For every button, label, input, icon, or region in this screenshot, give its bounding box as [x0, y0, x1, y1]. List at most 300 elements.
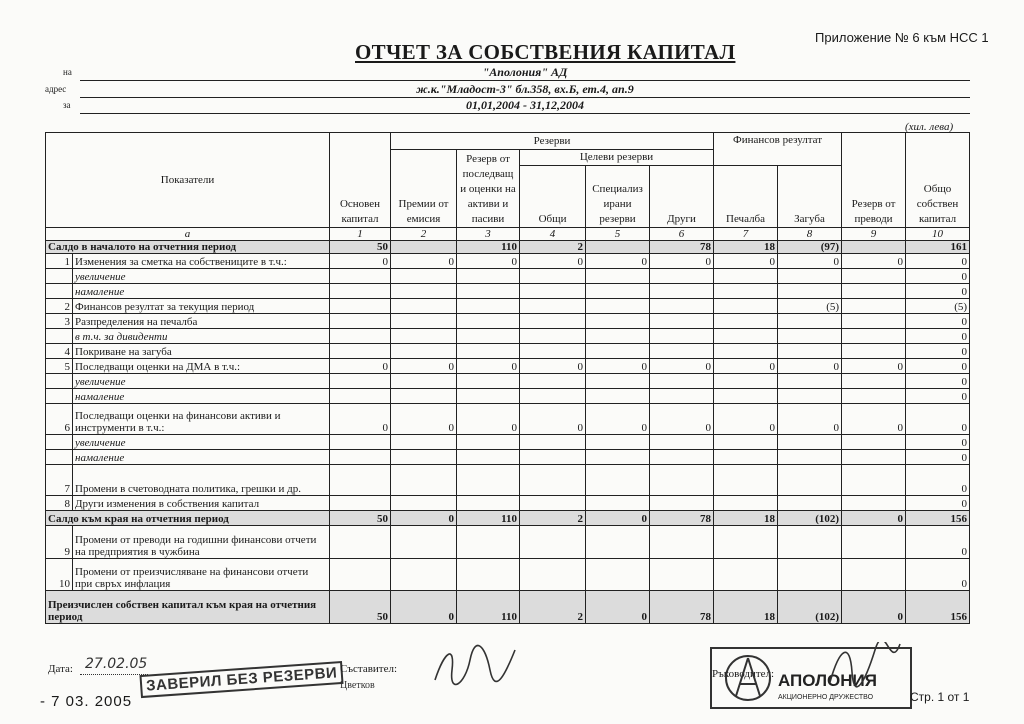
- value-cell: 78: [650, 241, 714, 254]
- row-label: Промени от преводи на годишни финансови отчети на предприятия в чужбина: [73, 526, 330, 559]
- value-cell: 0: [906, 526, 970, 559]
- indicators-header: Показатели: [46, 133, 330, 228]
- value-cell: [520, 314, 586, 329]
- table-row: [46, 359, 970, 374]
- col-index: 1: [330, 228, 391, 241]
- value-cell: [330, 496, 391, 511]
- company-row: [45, 67, 970, 81]
- col-header-8: Загуба: [778, 166, 842, 228]
- col-header-2: Премии от емисия: [391, 150, 457, 228]
- value-cell: 0: [586, 511, 650, 526]
- row-label: намаление: [73, 450, 330, 465]
- value-cell: [650, 269, 714, 284]
- row-label: Промени в счетоводната политика, грешки и др.: [73, 465, 330, 496]
- value-cell: 0: [906, 559, 970, 591]
- row-label: Промени от преизчисляване на финансови отчети при свръх инфлация: [73, 559, 330, 591]
- value-cell: 0: [778, 404, 842, 435]
- value-cell: 0: [842, 254, 906, 269]
- value-cell: [714, 389, 778, 404]
- value-cell: 0: [457, 404, 520, 435]
- company-name: "Аполония" АД: [80, 66, 970, 81]
- value-cell: 78: [650, 511, 714, 526]
- value-cell: [778, 344, 842, 359]
- value-cell: 0: [906, 284, 970, 299]
- value-cell: 0: [906, 450, 970, 465]
- value-cell: [778, 465, 842, 496]
- value-cell: 0: [650, 254, 714, 269]
- col-index: 7: [714, 228, 778, 241]
- value-cell: [391, 269, 457, 284]
- value-cell: [457, 344, 520, 359]
- value-cell: [650, 435, 714, 450]
- value-cell: [457, 329, 520, 344]
- value-cell: [650, 450, 714, 465]
- value-cell: [586, 389, 650, 404]
- row-number: [46, 374, 73, 389]
- value-cell: 0: [391, 254, 457, 269]
- value-cell: [714, 496, 778, 511]
- company-stamp-sub: АКЦИОНЕРНО ДРУЖЕСТВО: [778, 694, 874, 701]
- value-cell: 0: [391, 511, 457, 526]
- value-cell: 110: [457, 241, 520, 254]
- company-stamp-name: АПОЛОНИЯ: [778, 671, 877, 690]
- table-row: [46, 465, 970, 496]
- value-cell: (97): [778, 241, 842, 254]
- value-cell: 0: [650, 404, 714, 435]
- value-cell: [586, 299, 650, 314]
- value-cell: [650, 389, 714, 404]
- row-label: Салдо в началото на отчетния период: [46, 241, 330, 254]
- table-row: [46, 269, 970, 284]
- value-cell: [714, 299, 778, 314]
- table-row: [46, 299, 970, 314]
- value-cell: 0: [906, 404, 970, 435]
- value-cell: [391, 465, 457, 496]
- col-index: 2: [391, 228, 457, 241]
- value-cell: 0: [906, 496, 970, 511]
- row-label: Последващи оценки на ДМА в т.ч.:: [73, 359, 330, 374]
- value-cell: 0: [906, 465, 970, 496]
- row-number: 4: [46, 344, 73, 359]
- value-cell: 0: [842, 359, 906, 374]
- col-index: 6: [650, 228, 714, 241]
- table-row: [46, 435, 970, 450]
- value-cell: 0: [906, 389, 970, 404]
- row-label: Изменения за сметка на собствениците в т.ч.:: [73, 254, 330, 269]
- value-cell: 0: [842, 404, 906, 435]
- value-cell: [457, 374, 520, 389]
- value-cell: [650, 284, 714, 299]
- value-cell: 0: [457, 254, 520, 269]
- row-label: в т.ч. за дивиденти: [73, 329, 330, 344]
- value-cell: [520, 344, 586, 359]
- col-index: 8: [778, 228, 842, 241]
- col-index: 10: [906, 228, 970, 241]
- value-cell: 0: [906, 344, 970, 359]
- value-cell: 0: [778, 359, 842, 374]
- col-header-6: Други: [650, 166, 714, 228]
- compiler-name: Цветков: [340, 680, 375, 691]
- value-cell: [330, 465, 391, 496]
- value-cell: [330, 284, 391, 299]
- compiler-signature: [430, 640, 520, 690]
- value-cell: [842, 559, 906, 591]
- table-row: [46, 344, 970, 359]
- header-row-1: [46, 133, 970, 150]
- value-cell: [520, 299, 586, 314]
- col-header-1: Основен капитал: [330, 133, 391, 228]
- value-cell: [520, 435, 586, 450]
- value-cell: 0: [330, 404, 391, 435]
- value-cell: [330, 374, 391, 389]
- date-label: Дата:: [48, 663, 73, 675]
- value-cell: [457, 496, 520, 511]
- col-header-10: Общо собствен капитал: [906, 133, 970, 228]
- address-value: ж.к."Младост-3" бл.358, вх.Б, ет.4, ап.9: [80, 83, 970, 98]
- value-cell: 0: [714, 254, 778, 269]
- table-row: [46, 241, 970, 254]
- table-row: [46, 591, 970, 624]
- table-row: [46, 254, 970, 269]
- col-header-7: Печалба: [714, 166, 778, 228]
- value-cell: 0: [330, 359, 391, 374]
- value-cell: [520, 526, 586, 559]
- value-cell: 0: [330, 254, 391, 269]
- row-number: [46, 450, 73, 465]
- value-cell: 0: [906, 359, 970, 374]
- value-cell: [586, 374, 650, 389]
- value-cell: 0: [586, 359, 650, 374]
- value-cell: [330, 299, 391, 314]
- row-number: 10: [46, 559, 73, 591]
- value-cell: [391, 299, 457, 314]
- value-cell: [586, 435, 650, 450]
- table-row: [46, 374, 970, 389]
- value-cell: 50: [330, 241, 391, 254]
- value-cell: [330, 314, 391, 329]
- page-number: Стр. 1 от 1: [910, 690, 970, 704]
- table-row: [46, 450, 970, 465]
- value-cell: [391, 559, 457, 591]
- value-cell: [650, 496, 714, 511]
- value-cell: 0: [714, 359, 778, 374]
- row-label: Последващи оценки на финансови активи и инструменти в т.ч.:: [73, 404, 330, 435]
- value-cell: [391, 314, 457, 329]
- value-cell: [457, 465, 520, 496]
- col-index: 3: [457, 228, 520, 241]
- col-header-3: Резерв от последващ и оценки на активи и пасиви: [457, 150, 520, 228]
- date-handwritten: 27.02.05: [85, 656, 148, 672]
- row-number: 3: [46, 314, 73, 329]
- date-line: [80, 674, 148, 675]
- value-cell: [391, 526, 457, 559]
- table-body: [46, 241, 970, 624]
- value-cell: [586, 496, 650, 511]
- value-cell: [778, 496, 842, 511]
- value-cell: [520, 284, 586, 299]
- value-cell: [714, 450, 778, 465]
- value-cell: [586, 241, 650, 254]
- value-cell: 0: [586, 591, 650, 624]
- value-cell: [778, 314, 842, 329]
- fin-result-header: Финансов резултат: [714, 133, 842, 166]
- value-cell: [714, 526, 778, 559]
- value-cell: [650, 299, 714, 314]
- row-number: 8: [46, 496, 73, 511]
- value-cell: [457, 299, 520, 314]
- value-cell: [714, 329, 778, 344]
- value-cell: [391, 450, 457, 465]
- value-cell: 0: [842, 591, 906, 624]
- value-cell: [714, 465, 778, 496]
- value-cell: (5): [906, 299, 970, 314]
- value-cell: 0: [714, 404, 778, 435]
- row-label: Други изменения в собствения капитал: [73, 496, 330, 511]
- value-cell: [714, 269, 778, 284]
- table-row: [46, 496, 970, 511]
- value-cell: 0: [842, 511, 906, 526]
- value-cell: [586, 329, 650, 344]
- period-label: за: [63, 100, 71, 110]
- address-row: [45, 84, 970, 98]
- row-number: [46, 329, 73, 344]
- value-cell: [457, 435, 520, 450]
- value-cell: 18: [714, 511, 778, 526]
- index-row: [46, 228, 970, 241]
- value-cell: 2: [520, 591, 586, 624]
- period-value: 01,01,2004 - 31,12,2004: [80, 99, 970, 114]
- row-label: увеличение: [73, 269, 330, 284]
- value-cell: 78: [650, 591, 714, 624]
- col-index: 9: [842, 228, 906, 241]
- value-cell: [330, 450, 391, 465]
- value-cell: [778, 374, 842, 389]
- equity-table: [45, 132, 970, 624]
- value-cell: [520, 269, 586, 284]
- value-cell: [650, 559, 714, 591]
- value-cell: 0: [391, 359, 457, 374]
- table-row: [46, 329, 970, 344]
- row-label: намаление: [73, 284, 330, 299]
- value-cell: [330, 329, 391, 344]
- row-number: [46, 389, 73, 404]
- value-cell: [778, 284, 842, 299]
- value-cell: 0: [520, 359, 586, 374]
- row-label: Разпределения на печалба: [73, 314, 330, 329]
- value-cell: 110: [457, 591, 520, 624]
- table-row: [46, 389, 970, 404]
- row-number: 9: [46, 526, 73, 559]
- value-cell: [586, 450, 650, 465]
- table-row: [46, 284, 970, 299]
- col-index: 5: [586, 228, 650, 241]
- value-cell: [650, 526, 714, 559]
- reserves-header: Резерви: [391, 133, 714, 150]
- value-cell: [520, 465, 586, 496]
- target-reserves-header: Целеви резерви: [520, 150, 714, 166]
- value-cell: [391, 241, 457, 254]
- value-cell: [457, 389, 520, 404]
- row-number: [46, 435, 73, 450]
- value-cell: [842, 389, 906, 404]
- period-row: [45, 100, 970, 114]
- value-cell: [330, 526, 391, 559]
- value-cell: 0: [520, 404, 586, 435]
- manager-label: Ръководител:: [712, 668, 775, 680]
- page-title: ОТЧЕТ ЗА СОБСТВЕНИЯ КАПИТАЛ: [355, 40, 736, 64]
- value-cell: [391, 329, 457, 344]
- value-cell: 50: [330, 591, 391, 624]
- row-number: [46, 284, 73, 299]
- table-row: [46, 511, 970, 526]
- value-cell: [778, 559, 842, 591]
- value-cell: [842, 526, 906, 559]
- row-label: намаление: [73, 389, 330, 404]
- value-cell: 0: [391, 404, 457, 435]
- value-cell: [330, 269, 391, 284]
- row-label: Салдо към края на отчетния период: [46, 511, 330, 526]
- value-cell: [650, 314, 714, 329]
- value-cell: 0: [650, 359, 714, 374]
- value-cell: 0: [906, 254, 970, 269]
- value-cell: [714, 314, 778, 329]
- value-cell: [586, 284, 650, 299]
- value-cell: 0: [391, 591, 457, 624]
- value-cell: [330, 435, 391, 450]
- value-cell: [586, 269, 650, 284]
- value-cell: [520, 389, 586, 404]
- table-row: [46, 404, 970, 435]
- annex-label: Приложение № 6 към НСС 1: [815, 30, 989, 45]
- value-cell: [391, 435, 457, 450]
- value-cell: [520, 329, 586, 344]
- row-number: 1: [46, 254, 73, 269]
- table-row: [46, 526, 970, 559]
- value-cell: [586, 465, 650, 496]
- value-cell: [457, 526, 520, 559]
- value-cell: [520, 496, 586, 511]
- value-cell: 0: [906, 435, 970, 450]
- value-cell: 0: [906, 314, 970, 329]
- value-cell: [842, 450, 906, 465]
- value-cell: [457, 559, 520, 591]
- value-cell: [391, 344, 457, 359]
- value-cell: [714, 435, 778, 450]
- table-row: [46, 559, 970, 591]
- value-cell: [650, 329, 714, 344]
- table-row: [46, 314, 970, 329]
- col-index: 4: [520, 228, 586, 241]
- compiler-label: Съставител:: [340, 663, 398, 675]
- value-cell: [391, 496, 457, 511]
- value-cell: [391, 374, 457, 389]
- value-cell: (5): [778, 299, 842, 314]
- value-cell: [457, 314, 520, 329]
- value-cell: [842, 284, 906, 299]
- value-cell: 0: [906, 374, 970, 389]
- certified-stamp: ЗАВЕРИЛ БЕЗ РЕЗЕРВИ: [139, 661, 344, 698]
- value-cell: [520, 450, 586, 465]
- value-cell: 0: [906, 269, 970, 284]
- value-cell: [778, 435, 842, 450]
- value-cell: 161: [906, 241, 970, 254]
- value-cell: [778, 450, 842, 465]
- value-cell: [842, 435, 906, 450]
- row-label: Финансов резултат за текущия период: [73, 299, 330, 314]
- value-cell: [457, 450, 520, 465]
- value-cell: 18: [714, 241, 778, 254]
- value-cell: [330, 344, 391, 359]
- value-cell: 110: [457, 511, 520, 526]
- value-cell: [650, 465, 714, 496]
- value-cell: [391, 284, 457, 299]
- value-cell: [842, 344, 906, 359]
- value-cell: [586, 344, 650, 359]
- value-cell: 50: [330, 511, 391, 526]
- value-cell: 0: [586, 254, 650, 269]
- value-cell: [391, 389, 457, 404]
- value-cell: 0: [520, 254, 586, 269]
- value-cell: 156: [906, 511, 970, 526]
- company-stamp: [710, 642, 915, 712]
- address-label: адрес: [45, 84, 67, 94]
- row-label: Преизчислен собствен капитал към края на отчетния период: [46, 591, 330, 624]
- value-cell: [330, 559, 391, 591]
- value-cell: [842, 241, 906, 254]
- value-cell: [457, 284, 520, 299]
- value-cell: 18: [714, 591, 778, 624]
- value-cell: [586, 559, 650, 591]
- value-cell: [842, 269, 906, 284]
- value-cell: [778, 389, 842, 404]
- value-cell: 0: [586, 404, 650, 435]
- row-label: увеличение: [73, 374, 330, 389]
- value-cell: 2: [520, 241, 586, 254]
- col-header-5: Специализ ирани резерви: [586, 166, 650, 228]
- value-cell: [330, 389, 391, 404]
- value-cell: [842, 496, 906, 511]
- value-cell: [842, 314, 906, 329]
- value-cell: [842, 465, 906, 496]
- received-date-stamp: - 7 03. 2005: [40, 693, 133, 710]
- currency-note: (хил. лева): [905, 121, 954, 133]
- col-header-9: Резерв от преводи: [842, 133, 906, 228]
- value-cell: (102): [778, 591, 842, 624]
- value-cell: [650, 374, 714, 389]
- row-number: 7: [46, 465, 73, 496]
- value-cell: [520, 559, 586, 591]
- row-number: 5: [46, 359, 73, 374]
- company-label: на: [63, 67, 72, 77]
- row-label: Покриване на загуба: [73, 344, 330, 359]
- row-number: 6: [46, 404, 73, 435]
- value-cell: [586, 526, 650, 559]
- value-cell: 0: [906, 329, 970, 344]
- value-cell: 0: [457, 359, 520, 374]
- value-cell: [714, 559, 778, 591]
- value-cell: [457, 269, 520, 284]
- row-number: [46, 269, 73, 284]
- value-cell: [778, 526, 842, 559]
- col-header-4: Общи: [520, 166, 586, 228]
- row-number: 2: [46, 299, 73, 314]
- value-cell: 2: [520, 511, 586, 526]
- value-cell: 156: [906, 591, 970, 624]
- value-cell: [520, 374, 586, 389]
- value-cell: (102): [778, 511, 842, 526]
- value-cell: [714, 344, 778, 359]
- value-cell: [586, 314, 650, 329]
